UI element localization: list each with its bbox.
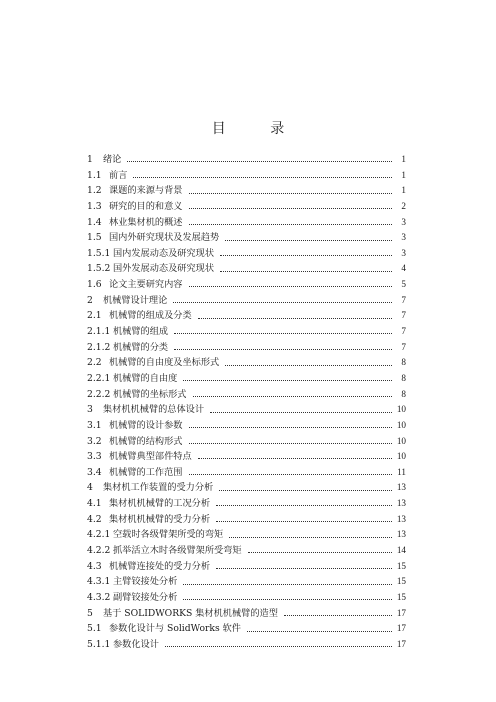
toc-entry-number: 2.1.1 <box>87 326 111 338</box>
toc-entry-number: 2.2.2 <box>87 388 111 400</box>
toc-entry[interactable] <box>87 512 406 528</box>
toc-entry-number: 2.2.1 <box>87 372 111 384</box>
toc-entry-label: 机械臂的坐标形式 <box>113 388 187 400</box>
toc-entry-label: 机械臂的自由度及坐标形式 <box>109 357 220 369</box>
toc-leader-dots <box>189 443 393 444</box>
toc-entry-page: 17 <box>396 638 406 649</box>
toc-entry[interactable] <box>87 449 406 465</box>
toc-entry-label: 集材机机械臂的工况分析 <box>109 498 211 510</box>
toc-entry-page: 5 <box>401 279 406 290</box>
toc-entry-page: 13 <box>396 529 406 540</box>
toc-entry-number: 4.1 <box>87 498 102 510</box>
toc-entry-label: 集材机机械臂的总体设计 <box>103 404 205 416</box>
toc-entry-label: 机械臂的设计参数 <box>109 419 183 431</box>
toc-entry[interactable] <box>87 230 406 246</box>
toc-leader-dots <box>183 380 392 381</box>
toc-leader-dots <box>225 365 392 366</box>
toc-entry-page: 3 <box>401 216 406 227</box>
toc-entry-label: 国内发展动态及研究现状 <box>113 247 215 259</box>
toc-entry-page: 10 <box>396 404 406 415</box>
toc-entry[interactable] <box>87 543 406 559</box>
toc-leader-dots <box>220 255 392 256</box>
toc-entry[interactable] <box>87 293 406 309</box>
toc-leader-dots <box>284 615 392 616</box>
toc-entry-label: 机械臂的结构形式 <box>109 435 183 447</box>
toc-entry-page: 8 <box>401 388 406 399</box>
toc-leader-dots <box>198 458 392 459</box>
toc-leader-dots <box>225 240 392 241</box>
toc-entry-number: 5 <box>87 607 93 619</box>
toc-leader-dots <box>165 646 392 647</box>
toc-entry-page: 11 <box>397 466 406 477</box>
toc-entry-label: 机械臂连接处的受力分析 <box>109 560 211 572</box>
toc-entry[interactable] <box>87 621 406 637</box>
toc-entry-page: 7 <box>401 294 406 305</box>
toc-entry-number: 1.6 <box>87 279 102 291</box>
toc-leader-dots <box>133 177 392 178</box>
toc-entry-number: 1.4 <box>87 216 102 228</box>
toc-entry-number: 4.3.2 <box>87 591 111 603</box>
toc-leader-dots <box>216 521 392 522</box>
toc-entry-page: 14 <box>396 545 406 556</box>
toc-entry-number: 5.1.1 <box>87 638 111 650</box>
toc-entry-page: 4 <box>401 263 406 274</box>
toc-entry-number: 1.3 <box>87 200 102 212</box>
toc-entry-number: 4.3 <box>87 560 102 572</box>
toc-entry-label: 机械臂的工作范围 <box>109 466 183 478</box>
toc-entry-number: 2.1.2 <box>87 341 111 353</box>
toc-leader-dots <box>193 396 393 397</box>
toc-entry-label: 课题的来源与背景 <box>109 185 183 197</box>
toc-entry-number: 3.2 <box>87 435 102 447</box>
toc-entry-number: 5.1 <box>87 623 102 635</box>
toc-entry-number: 3 <box>87 404 93 416</box>
toc-entry-label: 空载时各级臂架所受的弯矩 <box>113 529 224 541</box>
toc-entry-page: 7 <box>401 326 406 337</box>
toc-entry-page: 13 <box>396 482 406 493</box>
toc-entry-label: 机械臂的分类 <box>113 341 169 353</box>
toc-entry-page: 7 <box>401 341 406 352</box>
toc-leader-dots <box>220 271 392 272</box>
toc-entry-page: 13 <box>396 513 406 524</box>
toc-entry[interactable] <box>87 168 406 184</box>
toc-entry[interactable] <box>87 215 406 231</box>
toc-entry[interactable] <box>87 324 406 340</box>
toc-entry-number: 3.4 <box>87 466 102 478</box>
toc-entry-page: 3 <box>401 232 406 243</box>
toc-entry-label: 前言 <box>109 169 128 181</box>
toc-entry[interactable] <box>87 199 406 215</box>
toc-entry-label: 副臂铰接处分析 <box>113 591 178 603</box>
toc-entry-number: 2.1 <box>87 310 102 322</box>
toc-entry-label: 国内外研究现状及发展趋势 <box>109 232 220 244</box>
toc-entry-label: 基于 SOLIDWORKS 集材机机械臂的造型 <box>103 607 278 619</box>
toc-entry-number: 4 <box>87 482 93 494</box>
toc-leader-dots <box>248 552 392 553</box>
toc-leader-dots <box>216 505 392 506</box>
toc-leader-dots <box>219 490 392 491</box>
toc-entry[interactable] <box>87 496 406 512</box>
toc-entry-page: 13 <box>396 498 406 509</box>
toc-entry-number: 3.1 <box>87 419 102 431</box>
toc-leader-dots <box>247 631 392 632</box>
toc-entry-number: 1.2 <box>87 185 102 197</box>
toc-entry-page: 1 <box>401 185 406 196</box>
toc-entry[interactable] <box>87 418 406 434</box>
toc-leader-dots <box>189 427 393 428</box>
toc-entry-label: 机械臂的自由度 <box>113 372 178 384</box>
toc-entry-label: 机械臂的组成及分类 <box>109 310 192 322</box>
toc-entry-page: 10 <box>396 451 406 462</box>
toc-entry[interactable] <box>87 637 406 653</box>
toc-entry-page: 17 <box>396 623 406 634</box>
toc-entry-number: 1 <box>87 154 93 165</box>
toc-entry-number: 1.5 <box>87 232 102 244</box>
toc-entry-page: 15 <box>396 560 406 571</box>
toc-entry-page: 10 <box>396 435 406 446</box>
toc-leader-dots <box>198 318 392 319</box>
toc-entry-number: 3.3 <box>87 451 102 463</box>
toc-leader-dots <box>189 208 393 209</box>
toc-entry-page: 3 <box>401 247 406 258</box>
toc-entry-page: 15 <box>396 576 406 587</box>
toc-entry-number: 2 <box>87 294 93 306</box>
toc-entry-label: 机械臂典型部件特点 <box>109 451 192 463</box>
toc-leader-dots <box>174 349 392 350</box>
toc-leader-dots <box>189 474 393 475</box>
toc-entry[interactable] <box>87 527 406 543</box>
toc-entry[interactable] <box>87 371 406 387</box>
toc-entry-page: 10 <box>396 419 406 430</box>
toc-entry[interactable] <box>87 387 406 403</box>
toc-entry-label: 参数化设计与 SolidWorks 软件 <box>109 623 241 635</box>
toc-entry[interactable] <box>87 559 406 575</box>
toc-entry-page: 7 <box>401 310 406 321</box>
toc-entry[interactable] <box>87 355 406 371</box>
toc-entry-label: 抓举活立木时各级臂架所受弯矩 <box>113 545 242 557</box>
toc-entry-label: 集材机机械臂的受力分析 <box>109 513 211 525</box>
toc-entry[interactable] <box>87 152 406 168</box>
toc-entry-number: 2.2 <box>87 357 102 369</box>
toc-entry-number: 4.2 <box>87 513 102 525</box>
toc-entry[interactable] <box>87 308 406 324</box>
toc-entry[interactable] <box>87 402 406 418</box>
toc-entry-page: 8 <box>401 357 406 368</box>
toc-leader-dots <box>229 537 392 538</box>
toc-leader-dots <box>127 161 392 162</box>
toc-entry[interactable] <box>87 340 406 356</box>
toc-entry-label: 研究的目的和意义 <box>109 200 183 212</box>
toc-entry-page: 17 <box>396 607 406 618</box>
toc-entry-page: 1 <box>401 154 406 164</box>
toc-entry-number: 4.2.1 <box>87 529 111 541</box>
toc-leader-dots <box>189 286 393 287</box>
toc-entry-number: 1.5.1 <box>87 247 111 259</box>
toc-entry[interactable] <box>87 574 406 590</box>
toc-entry-number: 4.2.2 <box>87 545 111 557</box>
toc-entry-page: 2 <box>401 200 406 211</box>
toc-entry[interactable] <box>87 465 406 481</box>
toc-entry-label: 集材机工作装置的受力分析 <box>103 482 214 494</box>
toc-entry-number: 1.5.2 <box>87 263 111 275</box>
toc-leader-dots <box>174 333 392 334</box>
table-of-contents <box>87 152 406 653</box>
toc-entry[interactable] <box>87 606 406 622</box>
toc-leader-dots <box>210 412 392 413</box>
toc-entry-label: 论文主要研究内容 <box>109 279 183 291</box>
toc-entry-number: 4.3.1 <box>87 576 111 588</box>
toc-entry-label: 绪论 <box>103 154 122 165</box>
toc-entry-number: 1.1 <box>87 169 102 181</box>
toc-leader-dots <box>216 568 392 569</box>
toc-entry[interactable] <box>87 183 406 199</box>
toc-entry[interactable] <box>87 261 406 277</box>
toc-leader-dots <box>183 599 392 600</box>
toc-entry[interactable] <box>87 590 406 606</box>
toc-entry[interactable] <box>87 246 406 262</box>
toc-entry-label: 参数化设计 <box>113 638 159 650</box>
toc-entry[interactable] <box>87 277 406 293</box>
toc-entry-page: 1 <box>401 169 406 180</box>
toc-entry-page: 8 <box>401 372 406 383</box>
toc-leader-dots <box>183 584 392 585</box>
toc-entry-label: 主臂铰接处分析 <box>113 576 178 588</box>
toc-leader-dots <box>173 302 392 303</box>
toc-entry-label: 机械臂的组成 <box>113 326 169 338</box>
toc-entry-label: 机械臂设计理论 <box>103 294 168 306</box>
toc-entry[interactable] <box>87 480 406 496</box>
toc-leader-dots <box>189 224 393 225</box>
toc-entry-label: 林业集材机的概述 <box>109 216 183 228</box>
toc-entry-label: 国外发展动态及研究现状 <box>113 263 215 275</box>
toc-leader-dots <box>189 193 393 194</box>
toc-entry-page: 15 <box>396 591 406 602</box>
toc-title: 目 录 <box>211 121 305 137</box>
toc-entry[interactable] <box>87 434 406 450</box>
